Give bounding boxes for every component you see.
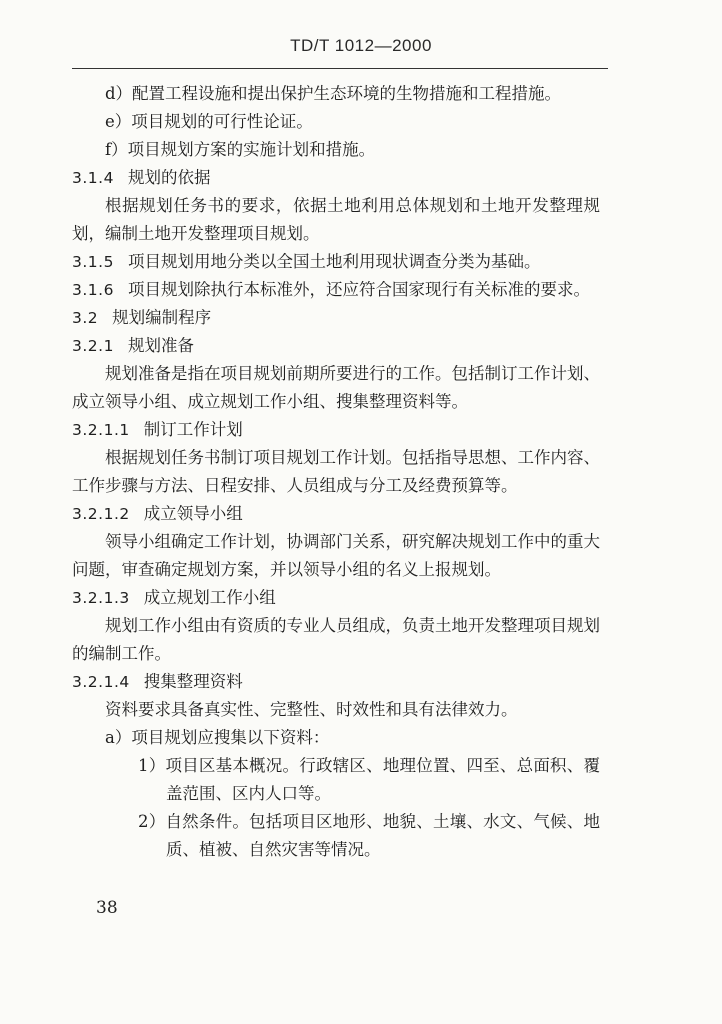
section-number: 3.2.1.4 (72, 673, 130, 691)
paragraph-3-1-4: 根据规划任务书的要求，依据土地利用总体规划和土地开发整理规划，编制土地开发整理项目规划。 (72, 196, 600, 243)
section-number: 3.1.4 (72, 169, 114, 187)
heading-3-2-1-4 (72, 668, 600, 696)
page-number: 38 (96, 898, 118, 918)
list-item-e: e）项目规划的可行性论证。 (105, 112, 313, 131)
section-title: 规划准备 (127, 336, 194, 355)
section-number: 3.2.1.1 (72, 421, 130, 439)
paragraph-3-2-1-3: 规划工作小组由有资质的专业人员组成，负责土地开发整理项目规划的编制工作。 (72, 616, 600, 663)
list-item-d: d）配置工程设施和提出保护生态环境的生物措施和工程措施。 (105, 84, 562, 103)
paragraph-3-2-1-2: 领导小组确定工作计划，协调部门关系，研究解决规划工作中的重大问题，审查确定规划方案，并以领导小组的名义上报规划。 (72, 532, 600, 579)
section-title: 搜集整理资料 (143, 672, 243, 691)
section-title: 成立领导小组 (143, 504, 243, 523)
page-body (72, 80, 600, 864)
heading-3-2-1-2 (72, 500, 600, 528)
section-number: 3.2.1.3 (72, 589, 130, 607)
numbered-item-2: 2）自然条件。包括项目区地形、地貌、土壤、水文、气候、地质、植被、自然灾害等情况。 (138, 812, 600, 859)
heading-3-2 (72, 304, 600, 332)
numbered-item-1: 1）项目区基本概况。行政辖区、地理位置、四至、总面积、覆盖范围、区内人口等。 (138, 756, 600, 803)
paragraph-3-2-1-4: 资料要求具备真实性、完整性、时效性和具有法律效力。 (105, 700, 518, 719)
clause-text: 项目规划除执行本标准外，还应符合国家现行有关标准的要求。 (127, 280, 590, 299)
paragraph-3-2-1-1: 根据规划任务书制订项目规划工作计划。包括指导思想、工作内容、工作步骤与方法、日程安排、人员组成与分工及经费预算等。 (72, 448, 600, 495)
section-number: 3.2.1.2 (72, 505, 130, 523)
paragraph-3-2-1: 规划准备是指在项目规划前期所要进行的工作。包括制订工作计划、成立领导小组、成立规划工作小组、搜集整理资料等。 (72, 364, 600, 411)
header-rule (72, 68, 608, 69)
section-number: 3.1.6 (72, 281, 114, 299)
clause-3-1-5 (72, 248, 600, 276)
section-number: 3.2.1 (72, 337, 114, 355)
section-number: 3.1.5 (72, 253, 114, 271)
clause-3-1-6 (72, 276, 600, 304)
section-title: 规划的依据 (127, 168, 211, 187)
section-title: 制订工作计划 (143, 420, 243, 439)
section-title: 成立规划工作小组 (143, 588, 276, 607)
list-item-a: a）项目规划应搜集以下资料： (105, 728, 330, 747)
heading-3-2-1 (72, 332, 600, 360)
heading-3-1-4 (72, 164, 600, 192)
heading-3-2-1-1 (72, 416, 600, 444)
running-header: TD/T 1012—2000 (290, 36, 432, 55)
list-item-f: f）项目规划方案的实施计划和措施。 (105, 140, 376, 159)
section-number: 3.2 (72, 309, 99, 327)
heading-3-2-1-3 (72, 584, 600, 612)
clause-text: 项目规划用地分类以全国土地利用现状调查分类为基础。 (127, 252, 541, 271)
section-title: 规划编制程序 (112, 308, 212, 327)
